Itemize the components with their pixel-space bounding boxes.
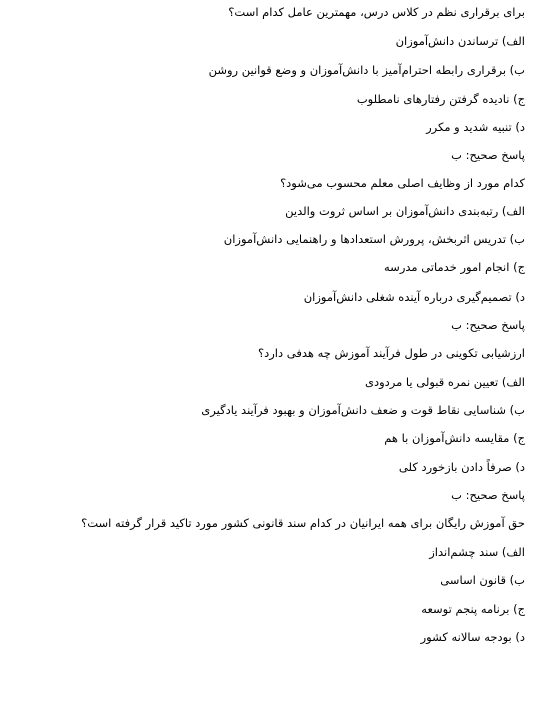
question-3-option-b: ب) شناسایی نقاط قوت و ضعف دانش‌آموزان و بهبود فرآیند یادگیری [201, 403, 525, 417]
question-2-option-b: ب) تدریس اثربخش، پرورش استعدادها و راهنمایی دانش‌آموزان [223, 232, 525, 246]
question-1-answer: پاسخ صحیح: ب [451, 148, 525, 162]
question-2-answer: پاسخ صحیح: ب [451, 318, 525, 332]
question-3-option-c: ج) مقایسه دانش‌آموزان با هم [384, 431, 525, 445]
question-4-option-d: د) بودجه سالانه کشور [420, 630, 525, 644]
question-1-option-d: د) تنبیه شدید و مکرر [426, 120, 525, 134]
question-4-option-c: ج) برنامه پنجم توسعه [421, 602, 525, 616]
question-4-text: حق آموزش رایگان برای همه ایرانیان در کدام سند قانونی کشور مورد تاکید قرار گرفته است؟ [81, 516, 525, 530]
question-3-option-d: د) صرفاً دادن بازخورد کلی [398, 460, 525, 474]
question-2-option-d: د) تصمیم‌گیری درباره آینده شغلی دانش‌آموزان [303, 290, 525, 304]
question-3-option-a: الف) تعیین نمره قبولی یا مردودی [364, 375, 525, 389]
question-2-text: کدام مورد از وظایف اصلی معلم محسوب می‌شود؟ [280, 176, 525, 190]
question-1-option-c: ج) نادیده گرفتن رفتارهای نامطلوب [356, 92, 525, 106]
question-4-option-b: ب) قانون اساسی [440, 573, 525, 587]
question-4-option-a: الف) سند چشم‌انداز [429, 545, 525, 559]
question-3-answer: پاسخ صحیح: ب [451, 488, 525, 502]
question-2-option-a: الف) رتبه‌بندی دانش‌آموزان بر اساس ثروت والدین [285, 204, 525, 218]
question-3-text: ارزشیابی تکوینی در طول فرآیند آموزش چه هدفی دارد؟ [258, 346, 525, 360]
question-1-option-b: ب) برقراری رابطه احترام‌آمیز با دانش‌آموزان و وضع قوانین روشن [208, 63, 525, 77]
question-1-option-a: الف) ترساندن دانش‌آموزان [395, 34, 525, 48]
question-1-text: برای برقراری نظم در کلاس درس، مهمترین عامل کدام است؟ [228, 5, 525, 19]
question-2-option-c: ج) انجام امور خدماتی مدرسه [384, 260, 525, 274]
